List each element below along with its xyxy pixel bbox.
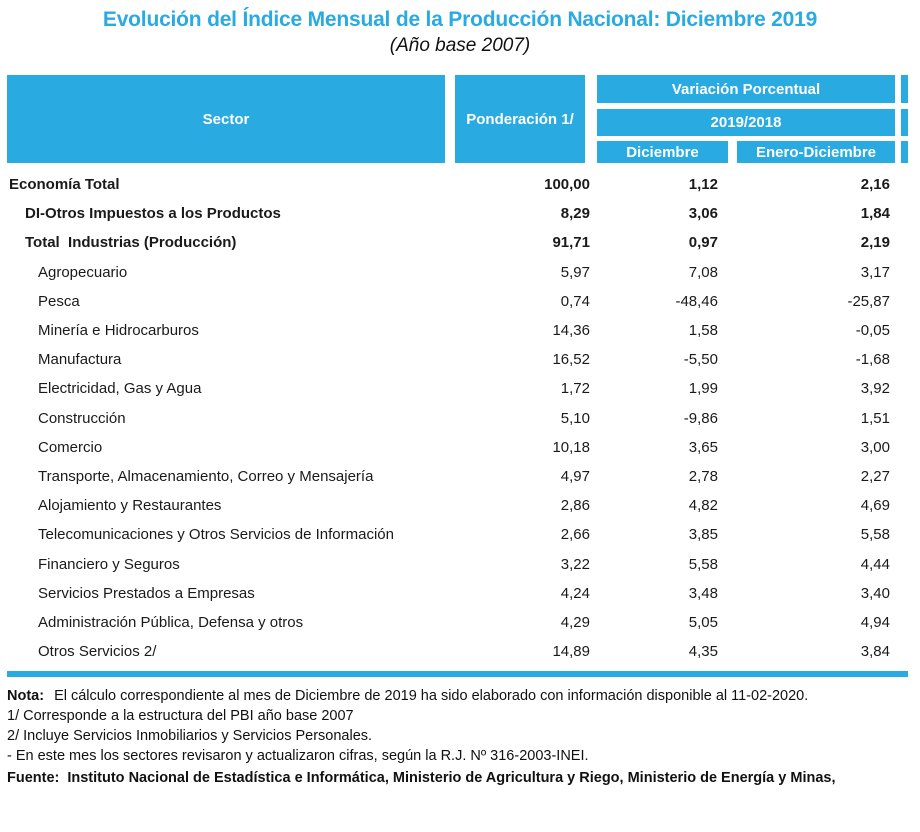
fuente-text: Instituto Nacional de Estadística e Informática, Ministerio de Agricultura y Riego, Ministerio de Energía y Minas, <box>67 770 836 787</box>
note-3: - En este mes los sectores revisaron y actualizaron cifras, según la R.J. Nº 316-2003-INEI. <box>7 748 589 765</box>
ponderacion-value: 1,72 <box>560 380 590 398</box>
enero-diciembre-value: 5,58 <box>860 526 890 544</box>
header-enero-diciembre: Enero-Diciembre <box>737 141 895 163</box>
note-2: 2/ Incluye Servicios Inmobiliarios y Servicios Personales. <box>7 728 373 745</box>
ponderacion-value: 10,18 <box>552 438 590 456</box>
ponderacion-value: 8,29 <box>560 205 590 223</box>
table-row <box>7 228 908 257</box>
production-index-table <box>7 75 908 789</box>
nota-label: Nota: <box>7 688 45 705</box>
diciembre-value: 3,06 <box>688 205 718 223</box>
table-row <box>7 316 908 345</box>
diciembre-value: 3,85 <box>688 526 718 544</box>
footnotes <box>7 686 908 789</box>
table-row <box>7 579 908 608</box>
table-row <box>7 258 908 287</box>
table-row <box>7 374 908 403</box>
header-sector: Sector <box>7 75 445 163</box>
diciembre-value: -48,46 <box>675 292 718 310</box>
ponderacion-value: 2,66 <box>560 526 590 544</box>
enero-diciembre-value: -0,05 <box>855 322 890 340</box>
ponderacion-value: 14,36 <box>552 322 590 340</box>
enero-diciembre-value: 3,40 <box>860 584 890 602</box>
header-ponderacion: Ponderación 1/ <box>455 75 585 163</box>
sector-label: Telecomunicaciones y Otros Servicios de Información <box>38 526 394 544</box>
ponderacion-value: 91,71 <box>552 234 590 252</box>
enero-diciembre-value: 2,16 <box>860 176 890 194</box>
ponderacion-value: 5,10 <box>560 409 590 427</box>
separator-line <box>7 671 908 677</box>
sector-label: Total Industrias (Producción) <box>25 234 237 252</box>
enero-diciembre-value: 2,19 <box>860 234 890 252</box>
enero-diciembre-value: 4,94 <box>860 613 890 631</box>
ponderacion-value: 4,24 <box>560 584 590 602</box>
sector-label: Financiero y Seguros <box>38 555 180 573</box>
diciembre-value: 1,99 <box>688 380 718 398</box>
sector-label: Comercio <box>38 438 103 456</box>
table-row <box>7 462 908 491</box>
note-nota <box>7 686 908 706</box>
note-1: 1/ Corresponde a la estructura del PBI año base 2007 <box>7 708 354 725</box>
enero-diciembre-value: 2,27 <box>860 467 890 485</box>
fuente-label: Fuente: <box>7 770 60 787</box>
diciembre-value: 3,65 <box>688 438 718 456</box>
sector-label: Transporte, Almacenamiento, Correo y Mensajería <box>38 467 374 485</box>
table-row <box>7 491 908 520</box>
ponderacion-value: 14,89 <box>552 643 590 661</box>
sector-label: Alojamiento y Restaurantes <box>38 497 222 515</box>
ponderacion-value: 2,86 <box>560 497 590 515</box>
page-title: Evolución del Índice Mensual de la Producción Nacional: Diciembre 2019 <box>102 8 818 31</box>
header-diciembre: Diciembre <box>597 141 728 163</box>
sector-label: Minería e Hidrocarburos <box>38 322 199 340</box>
sector-label: Otros Servicios 2/ <box>38 643 157 661</box>
table-row <box>7 637 908 666</box>
sector-label: Economía Total <box>9 176 120 194</box>
table-row <box>7 199 908 228</box>
diciembre-value: -9,86 <box>683 409 718 427</box>
diciembre-value: 7,08 <box>688 263 718 281</box>
table-row <box>7 404 908 433</box>
sector-label: Construcción <box>38 409 126 427</box>
diciembre-value: 1,58 <box>688 322 718 340</box>
table-row <box>7 170 908 199</box>
diciembre-value: 4,82 <box>688 497 718 515</box>
enero-diciembre-value: 1,84 <box>860 205 890 223</box>
diciembre-value: 3,48 <box>688 584 718 602</box>
header-edge-strip <box>901 109 908 136</box>
enero-diciembre-value: 1,51 <box>860 409 890 427</box>
table-row <box>7 549 908 578</box>
enero-diciembre-value: 3,17 <box>860 263 890 281</box>
enero-diciembre-value: 4,44 <box>860 555 890 573</box>
table-row <box>7 345 908 374</box>
enero-diciembre-value: 3,84 <box>860 643 890 661</box>
sector-label: Agropecuario <box>38 263 128 281</box>
header-periodo-2019-2018: 2019/2018 <box>597 109 895 136</box>
table-row <box>7 433 908 462</box>
diciembre-value: 1,12 <box>688 176 718 194</box>
enero-diciembre-value: -1,68 <box>855 351 890 369</box>
source-line <box>7 767 908 789</box>
header-edge-strip <box>901 75 908 103</box>
sector-label: Servicios Prestados a Empresas <box>38 584 255 602</box>
sector-label: Manufactura <box>38 351 122 369</box>
nota-text: El cálculo correspondiente al mes de Diciembre de 2019 ha sido elaborado con información disponible al 11-02-2020. <box>54 688 809 705</box>
diciembre-value: 2,78 <box>688 467 718 485</box>
diciembre-value: 4,35 <box>688 643 718 661</box>
page-subtitle: (Año base 2007) <box>389 35 531 56</box>
enero-diciembre-value: -25,87 <box>847 292 890 310</box>
enero-diciembre-value: 3,00 <box>860 438 890 456</box>
table-row <box>7 608 908 637</box>
enero-diciembre-value: 4,69 <box>860 497 890 515</box>
table-row <box>7 520 908 549</box>
header-edge-strip <box>901 141 908 163</box>
sector-label: Pesca <box>38 292 80 310</box>
ponderacion-value: 16,52 <box>552 351 590 369</box>
enero-diciembre-value: 3,92 <box>860 380 890 398</box>
ponderacion-value: 5,97 <box>560 263 590 281</box>
diciembre-value: -5,50 <box>683 351 718 369</box>
ponderacion-value: 4,97 <box>560 467 590 485</box>
source-block <box>7 767 908 789</box>
diciembre-value: 0,97 <box>688 234 718 252</box>
sector-label: Electricidad, Gas y Agua <box>38 380 202 398</box>
table-header <box>7 75 908 163</box>
ponderacion-value: 3,22 <box>560 555 590 573</box>
sector-label: DI-Otros Impuestos a los Productos <box>25 205 281 223</box>
header-variacion-porcentual: Variación Porcentual <box>597 75 895 103</box>
diciembre-value: 5,58 <box>688 555 718 573</box>
sector-label: Administración Pública, Defensa y otros <box>38 613 304 631</box>
diciembre-value: 5,05 <box>688 613 718 631</box>
table-body <box>7 170 908 666</box>
ponderacion-value: 4,29 <box>560 613 590 631</box>
ponderacion-value: 100,00 <box>544 176 590 194</box>
table-row <box>7 287 908 316</box>
ponderacion-value: 0,74 <box>560 292 590 310</box>
